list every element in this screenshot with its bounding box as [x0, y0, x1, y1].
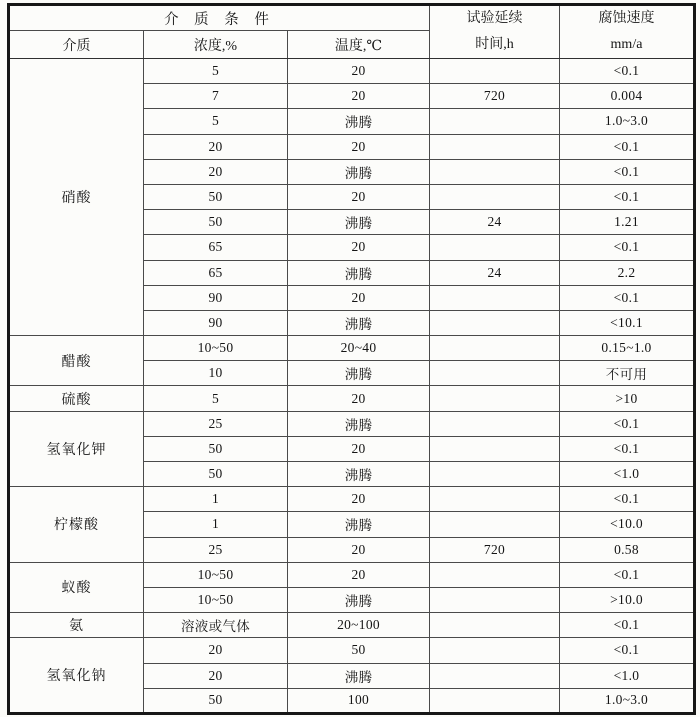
- duration-cell: [430, 361, 560, 386]
- rate-cell: <0.1: [560, 159, 695, 184]
- concentration-header: 浓度,%: [144, 31, 288, 59]
- temperature-cell: 20: [288, 134, 430, 159]
- temperature-cell: 沸腾: [288, 512, 430, 537]
- temperature-cell: 20: [288, 59, 430, 84]
- temperature-cell: 100: [288, 688, 430, 713]
- temperature-cell: 20: [288, 487, 430, 512]
- medium-cell: 氨: [9, 613, 144, 638]
- duration-cell: [430, 512, 560, 537]
- rate-cell: <0.1: [560, 613, 695, 638]
- medium-cell: 醋酸: [9, 336, 144, 386]
- concentration-cell: 50: [144, 688, 288, 713]
- temperature-cell: 沸腾: [288, 663, 430, 688]
- temperature-cell: 20~40: [288, 336, 430, 361]
- concentration-cell: 20: [144, 638, 288, 663]
- table-row: [9, 59, 695, 84]
- concentration-cell: 5: [144, 59, 288, 84]
- temperature-cell: 20: [288, 184, 430, 209]
- duration-cell: [430, 562, 560, 587]
- corrosion-rate-header: [560, 5, 695, 59]
- rate-cell: <1.0: [560, 663, 695, 688]
- concentration-cell: 65: [144, 260, 288, 285]
- concentration-cell: 10~50: [144, 336, 288, 361]
- medium-conditions-header: 介 质 条 件: [9, 5, 430, 31]
- concentration-cell: 溶液或气体: [144, 613, 288, 638]
- duration-cell: [430, 436, 560, 461]
- concentration-cell: 5: [144, 386, 288, 411]
- table-row: [9, 386, 695, 411]
- duration-cell: 720: [430, 84, 560, 109]
- temperature-cell: 20: [288, 285, 430, 310]
- corrosion-rate-header-line2: mm/a: [610, 37, 643, 52]
- concentration-cell: 10~50: [144, 587, 288, 612]
- table-row: [9, 487, 695, 512]
- concentration-cell: 7: [144, 84, 288, 109]
- temperature-cell: 20: [288, 235, 430, 260]
- duration-cell: [430, 411, 560, 436]
- rate-cell: 不可用: [560, 361, 695, 386]
- medium-cell: 氢氧化钾: [9, 411, 144, 487]
- concentration-cell: 1: [144, 512, 288, 537]
- corrosion-rate-table: [7, 3, 696, 715]
- medium-header: 介质: [9, 31, 144, 59]
- temperature-header: 温度,℃: [288, 31, 430, 59]
- table-row: [9, 638, 695, 663]
- table-row: [9, 562, 695, 587]
- table-header: [9, 5, 695, 59]
- concentration-cell: 10: [144, 361, 288, 386]
- rate-cell: <10.0: [560, 512, 695, 537]
- duration-cell: [430, 184, 560, 209]
- duration-cell: [430, 688, 560, 713]
- duration-cell: 720: [430, 537, 560, 562]
- duration-cell: [430, 638, 560, 663]
- rate-cell: <0.1: [560, 285, 695, 310]
- duration-cell: [430, 336, 560, 361]
- duration-cell: [430, 159, 560, 184]
- temperature-cell: 沸腾: [288, 587, 430, 612]
- concentration-cell: 50: [144, 436, 288, 461]
- concentration-cell: 50: [144, 184, 288, 209]
- rate-cell: <0.1: [560, 59, 695, 84]
- temperature-cell: 沸腾: [288, 210, 430, 235]
- concentration-cell: 50: [144, 210, 288, 235]
- medium-cell: 氢氧化钠: [9, 638, 144, 714]
- duration-cell: [430, 462, 560, 487]
- concentration-cell: 10~50: [144, 562, 288, 587]
- table-body: [9, 59, 695, 714]
- concentration-cell: 90: [144, 285, 288, 310]
- temperature-cell: 沸腾: [288, 260, 430, 285]
- duration-cell: [430, 487, 560, 512]
- rate-cell: <0.1: [560, 638, 695, 663]
- rate-cell: 0.15~1.0: [560, 336, 695, 361]
- header-row-1: [9, 5, 695, 31]
- duration-cell: [430, 613, 560, 638]
- rate-cell: <0.1: [560, 134, 695, 159]
- test-duration-header-line1: 试验延续: [466, 11, 523, 26]
- duration-cell: [430, 59, 560, 84]
- temperature-cell: 20: [288, 84, 430, 109]
- concentration-cell: 5: [144, 109, 288, 134]
- duration-cell: [430, 386, 560, 411]
- test-duration-header-line2: 时间,h: [475, 37, 514, 52]
- medium-cell: 柠檬酸: [9, 487, 144, 563]
- rate-cell: <0.1: [560, 436, 695, 461]
- concentration-cell: 90: [144, 310, 288, 335]
- temperature-cell: 沸腾: [288, 310, 430, 335]
- duration-cell: [430, 235, 560, 260]
- medium-cell: 硝酸: [9, 59, 144, 336]
- temperature-cell: 沸腾: [288, 411, 430, 436]
- duration-cell: [430, 587, 560, 612]
- concentration-cell: 65: [144, 235, 288, 260]
- concentration-cell: 20: [144, 663, 288, 688]
- temperature-cell: 沸腾: [288, 159, 430, 184]
- duration-cell: [430, 134, 560, 159]
- rate-cell: 1.0~3.0: [560, 109, 695, 134]
- duration-cell: [430, 310, 560, 335]
- rate-cell: >10: [560, 386, 695, 411]
- medium-cell: 硫酸: [9, 386, 144, 411]
- rate-cell: <0.1: [560, 411, 695, 436]
- rate-cell: <0.1: [560, 562, 695, 587]
- concentration-cell: 1: [144, 487, 288, 512]
- rate-cell: 0.58: [560, 537, 695, 562]
- concentration-cell: 25: [144, 411, 288, 436]
- concentration-cell: 20: [144, 134, 288, 159]
- rate-cell: >10.0: [560, 587, 695, 612]
- medium-cell: 蚁酸: [9, 562, 144, 612]
- rate-cell: <10.1: [560, 310, 695, 335]
- temperature-cell: 20: [288, 562, 430, 587]
- concentration-cell: 20: [144, 159, 288, 184]
- rate-cell: <0.1: [560, 184, 695, 209]
- concentration-cell: 25: [144, 537, 288, 562]
- rate-cell: <0.1: [560, 235, 695, 260]
- rate-cell: 1.21: [560, 210, 695, 235]
- table-row: [9, 613, 695, 638]
- table-row: [9, 411, 695, 436]
- temperature-cell: 50: [288, 638, 430, 663]
- rate-cell: 0.004: [560, 84, 695, 109]
- duration-cell: 24: [430, 210, 560, 235]
- test-duration-header: [430, 5, 560, 59]
- duration-cell: [430, 109, 560, 134]
- duration-cell: 24: [430, 260, 560, 285]
- concentration-cell: 50: [144, 462, 288, 487]
- rate-cell: 2.2: [560, 260, 695, 285]
- duration-cell: [430, 285, 560, 310]
- rate-cell: <1.0: [560, 462, 695, 487]
- temperature-cell: 沸腾: [288, 109, 430, 134]
- temperature-cell: 20~100: [288, 613, 430, 638]
- rate-cell: <0.1: [560, 487, 695, 512]
- temperature-cell: 沸腾: [288, 462, 430, 487]
- corrosion-rate-header-line1: 腐蚀速度: [598, 11, 655, 26]
- temperature-cell: 20: [288, 386, 430, 411]
- temperature-cell: 20: [288, 436, 430, 461]
- duration-cell: [430, 663, 560, 688]
- temperature-cell: 沸腾: [288, 361, 430, 386]
- temperature-cell: 20: [288, 537, 430, 562]
- table-row: [9, 336, 695, 361]
- rate-cell: 1.0~3.0: [560, 688, 695, 713]
